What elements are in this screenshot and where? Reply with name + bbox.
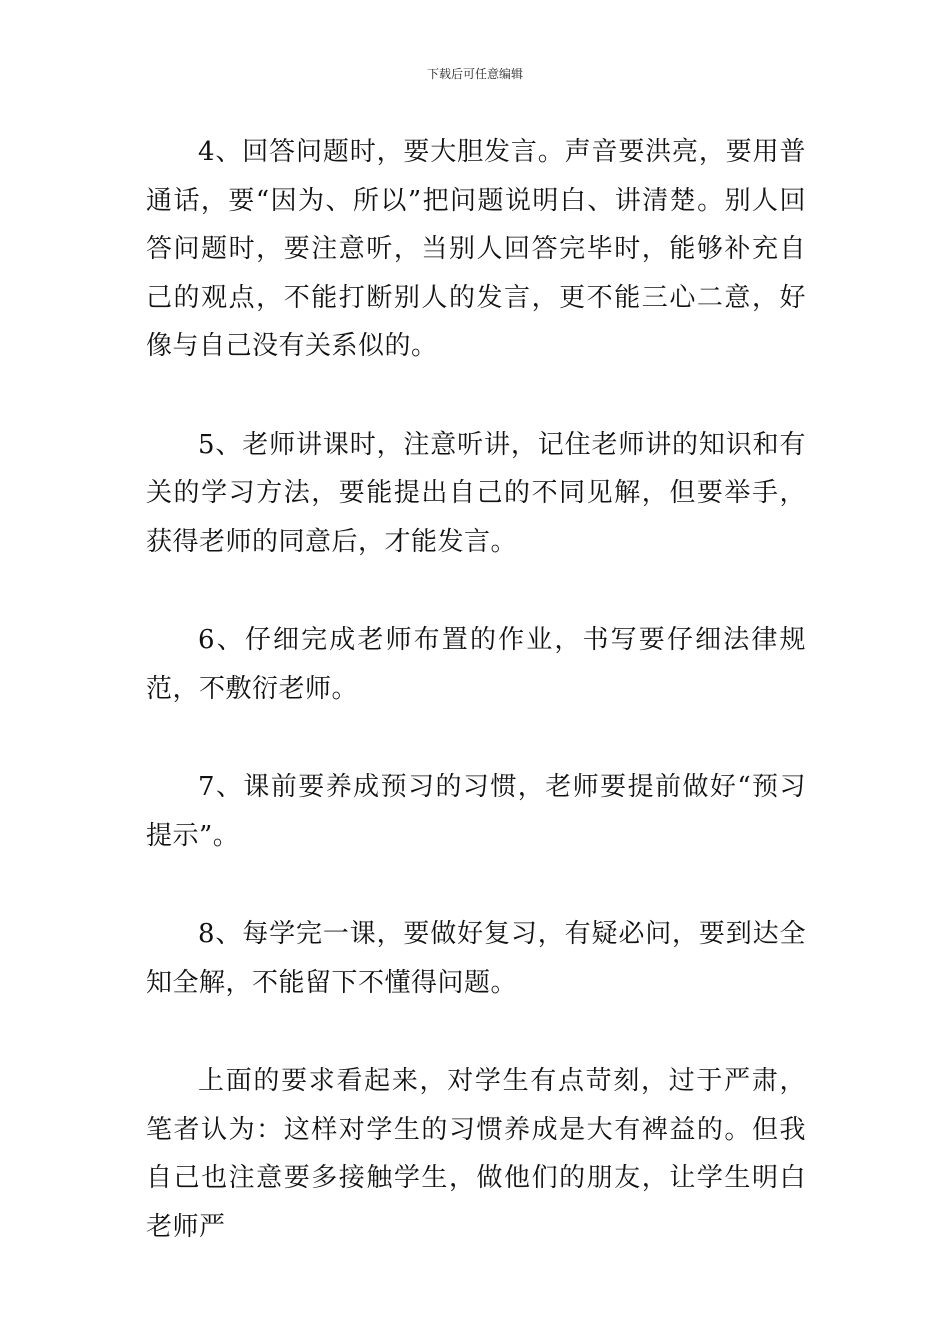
paragraph-item-7: 7、课前要养成预习的习惯，老师要提前做好“预习提示”。: [146, 772, 806, 851]
page-header: 下载后可任意编辑: [426, 67, 523, 81]
paragraph-item-5: 5、老师讲课时，注意听讲，记住老师讲的知识和有关的学习方法，要能提出自己的不同见解，但要举手，获得老师的同意后，才能发言。: [146, 429, 806, 557]
paragraph-item-6: 6、仔细完成老师布置的作业，书写要仔细法律规范，不敷衍老师。: [146, 625, 806, 704]
paragraph-item-4: 4、回答问题时，要大胆发言。声音要洪亮，要用普通话，要“因为、所以”把问题说明白、讲清楚。别人回答问题时，要注意听，当别人回答完毕时，能够补充自己的观点，不能打断别人的发言，更不能三心二意，好像与自己没有关系似的。: [146, 137, 806, 361]
paragraph-item-8: 8、每学完一课，要做好复习，有疑必问，要到达全知全解，不能留下不懂得问题。: [146, 919, 806, 998]
paragraph-summary: 上面的要求看起来，对学生有点苛刻，过于严肃，笔者认为：这样对学生的习惯养成是大有裨益的。但我自己也注意要多接触学生，做他们的朋友，让学生明白老师严: [146, 1066, 806, 1242]
document-body: [146, 128, 806, 1251]
